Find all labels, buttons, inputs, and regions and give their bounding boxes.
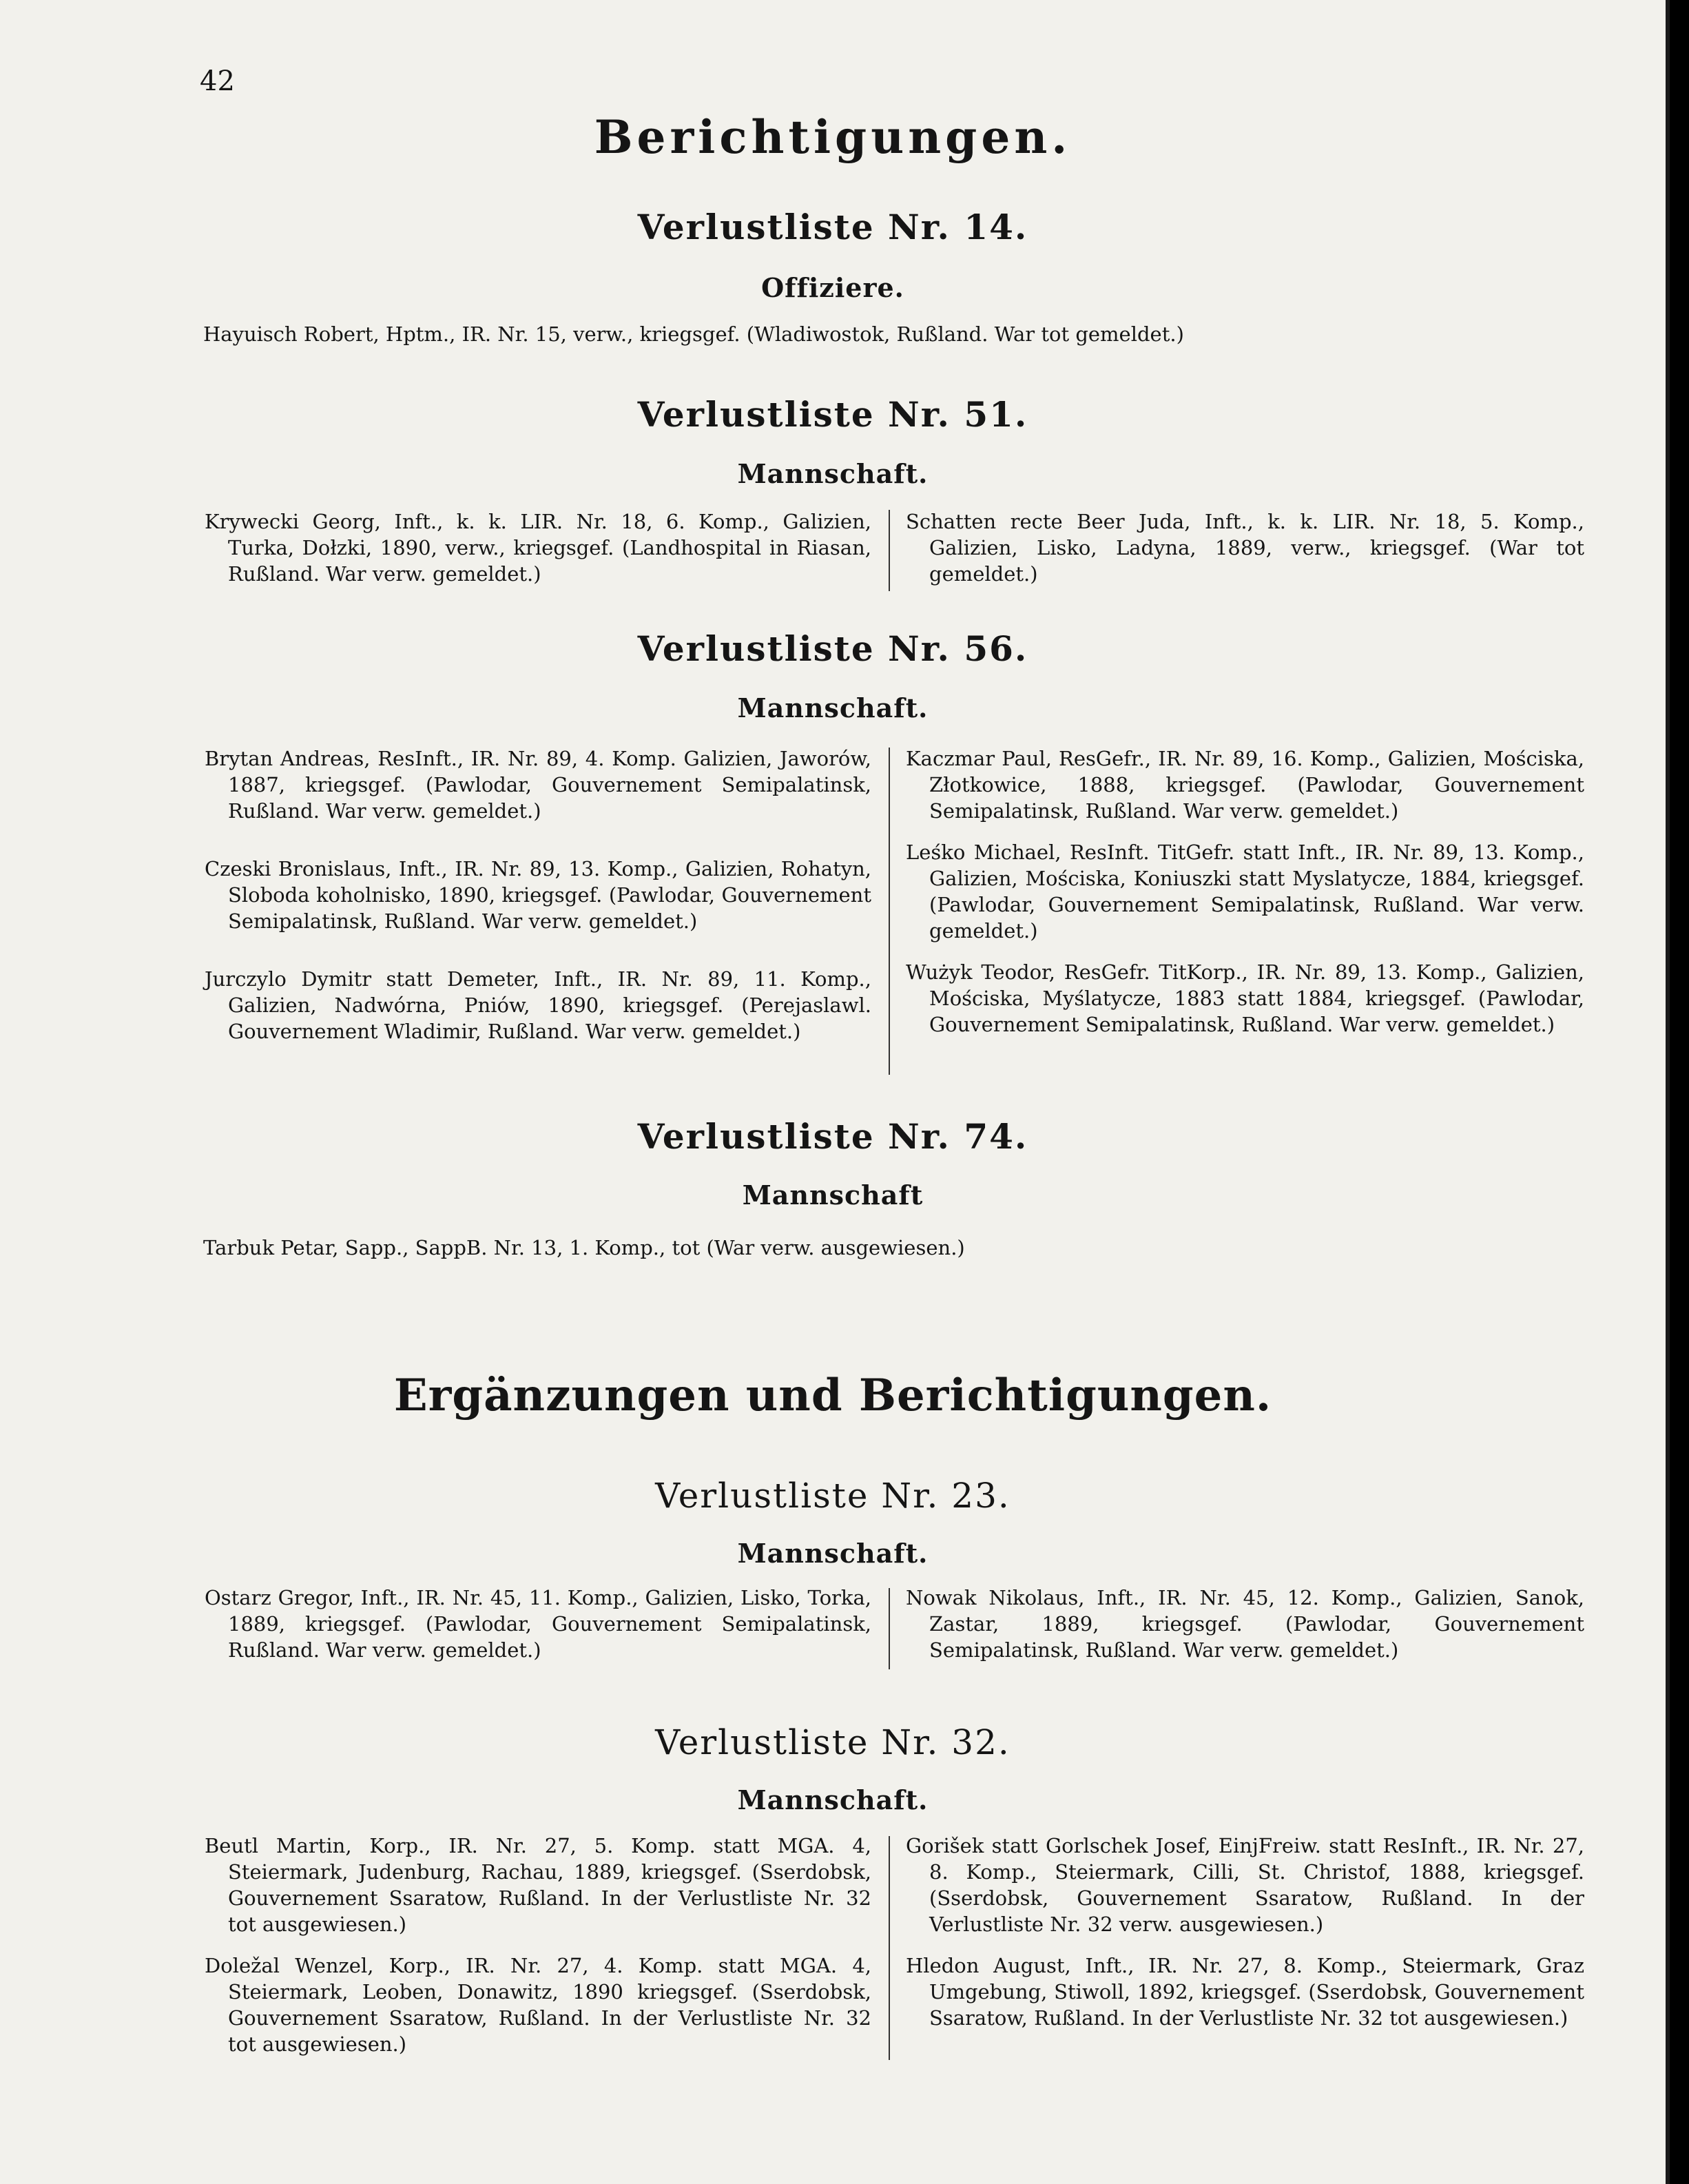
list-entry: Nowak Nikolaus, Inft., IR. Nr. 45, 12. Komp., Galizien, Sanok, Zastar, 1889, kriegsgef. (Pawlodar, Gouvernement Semipalatinsk, Rußland. War verw. gemeldet.) — [906, 1586, 1584, 1662]
section-heading-vl23: Verlustliste Nr. 23. — [655, 1476, 1011, 1516]
category-heading: Mannschaft. — [737, 1538, 929, 1569]
list-entry: Ostarz Gregor, Inft., IR. Nr. 45, 11. Komp., Galizien, Lisko, Torka, 1889, kriegsgef. (Pawlodar, Gouvernement Semipalatinsk, Rußland. War verw. gemeldet.) — [205, 1586, 871, 1662]
category-heading: Mannschaft. — [737, 692, 929, 723]
main-title-2: Ergänzungen und Berichtigungen. — [393, 1370, 1272, 1421]
column-right — [906, 508, 1584, 619]
column-divider — [889, 1836, 890, 2060]
list-entry: Hledon August, Inft., IR. Nr. 27, 8. Komp., Steiermark, Graz Umgebung, Stiwoll, 1892, kriegsgef. (Sserdobsk, Gouvernement Ssaratow, Rußland. In der Verlustliste Nr. 32 tot ausgewiesen.) — [906, 1954, 1584, 2030]
column-left — [205, 745, 871, 1076]
section-heading-vl56: Verlustliste Nr. 56. — [637, 628, 1028, 669]
column-divider — [889, 510, 890, 591]
column-right — [906, 1833, 1584, 2063]
section-heading-vl51: Verlustliste Nr. 51. — [637, 394, 1028, 435]
column-left — [205, 508, 871, 619]
list-entry: Schatten recte Beer Juda, Inft., k. k. LIR. Nr. 18, 5. Komp., Galizien, Lisko, Ladyna, 1889, verw., kriegsgef. (War tot gemeldet.) — [906, 510, 1584, 586]
list-entry: Gorišek statt Gorlschek Josef, EinjFreiw. statt ResInft., IR. Nr. 27, 8. Komp., Steiermark, Cilli, St. Christof, 1888, kriegsgef. (Sserdobsk, Gouvernement Ssaratow, Rußland. In der Verlustliste Nr. 32 verw. ausgewiesen.) — [906, 1834, 1584, 1936]
list-entry: Beutl Martin, Korp., IR. Nr. 27, 5. Komp. statt MGA. 4, Steiermark, Judenburg, Rachau, 1889, kriegsgef. (Sserdobsk, Gouvernement Ssaratow, Rußland. In der Verlustliste Nr. 32 tot ausgewiesen.) — [205, 1834, 871, 1936]
list-entry: Krywecki Georg, Inft., k. k. LIR. Nr. 18, 6. Komp., Galizien, Turka, Dołzki, 1890, verw., kriegsgef. (Landhospital in Riasan, Rußland. War verw. gemeldet.) — [205, 510, 871, 586]
list-entry: Kaczmar Paul, ResGefr., IR. Nr. 89, 16. Komp., Galizien, Mościska, Złotkowice, 1888, kriegsgef. (Pawlodar, Gouvernement Semipalatinsk, Rußland. War verw. gemeldet.) — [906, 747, 1584, 823]
column-left — [205, 1833, 871, 2089]
category-heading: Mannschaft. — [737, 1784, 929, 1815]
column-right — [906, 745, 1584, 1069]
column-right — [906, 1585, 1584, 1695]
column-divider — [889, 1588, 890, 1669]
category-heading: Offiziere. — [761, 272, 904, 303]
category-heading: Mannschaft — [742, 1179, 924, 1211]
list-entry: Hayuisch Robert, Hptm., IR. Nr. 15, verw., kriegsgef. (Wladiwostok, Rußland. War tot gemeldet.) — [203, 322, 1184, 346]
section-heading-vl14: Verlustliste Nr. 14. — [637, 207, 1028, 247]
category-heading: Mannschaft. — [737, 458, 929, 489]
list-entry: Leśko Michael, ResInft. TitGefr. statt Inft., IR. Nr. 89, 13. Komp., Galizien, Mościska, Koniuszki statt Myslatycze, 1884, kriegsgef. (Pawlodar, Gouvernement Semipalatinsk, Rußland. War verw. gemeldet.) — [906, 841, 1584, 942]
list-entry: Tarbuk Petar, Sapp., SappB. Nr. 13, 1. Komp., tot (War verw. ausgewiesen.) — [203, 1236, 965, 1259]
list-entry: Doležal Wenzel, Korp., IR. Nr. 27, 4. Komp. statt MGA. 4, Steiermark, Leoben, Donawitz, 1890 kriegsgef. (Sserdobsk, Gouvernement Ssaratow, Rußland. In der Verlustliste Nr. 32 tot ausgewiesen.) — [205, 1954, 871, 2056]
section-heading-vl74: Verlustliste Nr. 74. — [637, 1116, 1028, 1157]
page-number: 42 — [200, 65, 235, 97]
list-entry: Brytan Andreas, ResInft., IR. Nr. 89, 4. Komp. Galizien, Jaworów, 1887, kriegsgef. (Pawlodar, Gouvernement Semipalatinsk, Rußland. War verw. gemeldet.) — [205, 747, 871, 823]
list-entry: Czeski Bronislaus, Inft., IR. Nr. 89, 13. Komp., Galizien, Rohatyn, Sloboda koholnisko, 1890, kriegsgef. (Pawlodar, Gouvernement Semipalatinsk, Rußland. War verw. gemeldet.) — [205, 857, 871, 933]
list-entry: Wużyk Teodor, ResGefr. TitKorp., IR. Nr. 89, 13. Komp., Galizien, Mościska, Myślatycze, 1883 statt 1884, kriegsgef. (Pawlodar, Gouvernement Semipalatinsk, Rußland. War verw. gemeldet.) — [906, 960, 1584, 1036]
column-divider — [889, 748, 890, 1075]
main-title: Berichtigungen. — [594, 110, 1072, 164]
section-heading-vl32: Verlustliste Nr. 32. — [655, 1722, 1011, 1762]
list-entry: Jurczylo Dymitr statt Demeter, Inft., IR. Nr. 89, 11. Komp., Galizien, Nadwórna, Pniów, 1890, kriegsgef. (Perejaslawl. Gouvernement Wladimir, Rußland. War verw. gemeldet.) — [205, 967, 871, 1043]
column-left — [205, 1585, 871, 1695]
